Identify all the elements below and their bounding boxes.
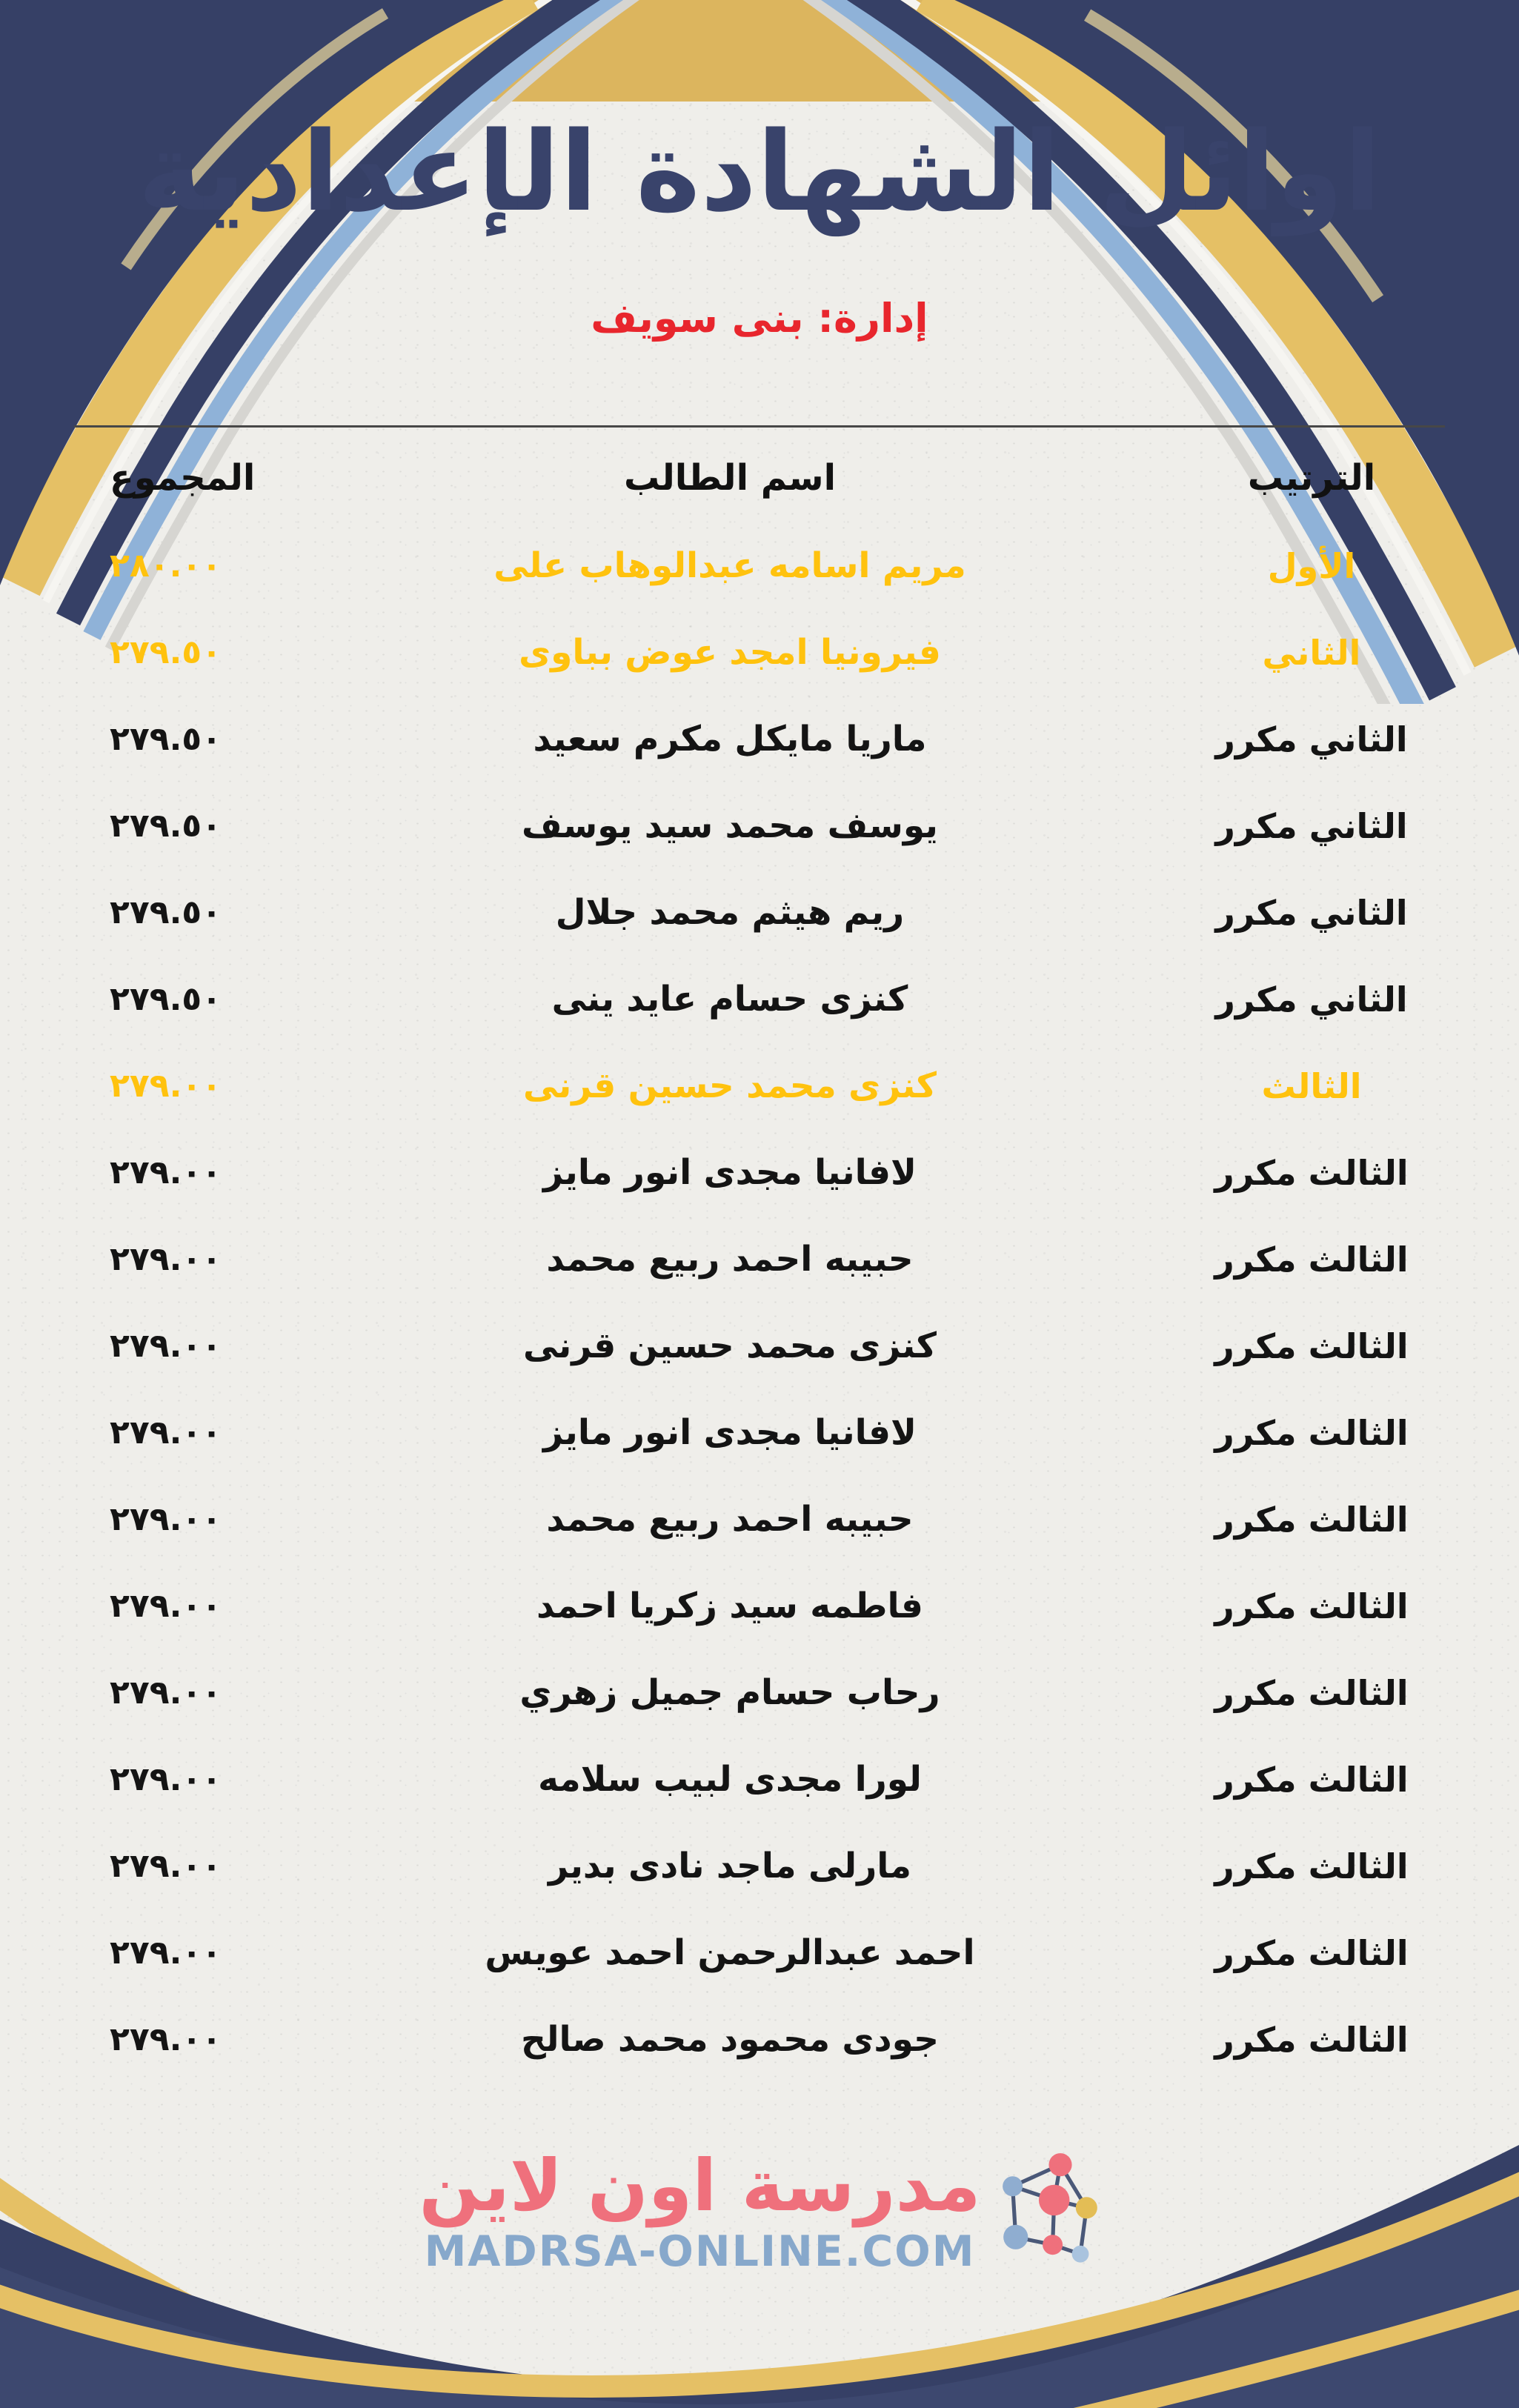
rank-cell: الثالث مكرر	[1214, 1586, 1409, 1626]
total-cell: ٢٧٩.٥٠	[110, 633, 222, 671]
total-cell: ٢٧٩.٠٠	[110, 1674, 222, 1712]
rank-cell: الثالث مكرر	[1214, 1499, 1409, 1540]
total-cell: ٢٧٩.٠٠	[110, 1414, 222, 1451]
rank-cell: الثالث مكرر	[1214, 1846, 1409, 1886]
brand-text-block	[419, 2144, 981, 2276]
total-cell: ٢٧٩.٥٠	[110, 894, 222, 931]
table-row	[0, 609, 1519, 696]
total-cell: ٢٧٩.٠٠	[110, 1327, 222, 1365]
student-name-cell: ماريا مايكل مكرم سعيد	[533, 719, 927, 759]
total-cell: ٢٧٩.٠٠	[110, 1154, 222, 1191]
student-name-cell: لافانيا مجدى انور مايز	[542, 1152, 917, 1193]
student-name-cell: كنزى حسام عايد ينى	[551, 979, 908, 1020]
table-row	[0, 1563, 1519, 1649]
table-row	[0, 1216, 1519, 1303]
brand-name-arabic: مدرسة اون لاين	[419, 2144, 981, 2227]
brand-domain: MADRSA-ONLINE.COM	[424, 2226, 976, 2276]
total-cell: ٢٧٩.٥٠	[110, 807, 222, 845]
student-name-cell: حبيبه احمد ربيع محمد	[546, 1499, 914, 1540]
rank-cell: الثالث مكرر	[1214, 1239, 1409, 1280]
student-name-cell: حبيبه احمد ربيع محمد	[546, 1239, 914, 1280]
rank-cell: الثاني مكرر	[1215, 719, 1408, 759]
total-cell: ٢٧٩.٠٠	[110, 1847, 222, 1885]
student-name-cell: ريم هيثم محمد جلال	[555, 892, 905, 933]
student-name-cell: كنزى محمد حسين قرنى	[523, 1065, 937, 1106]
student-name-cell: يوسف محمد سيد يوسف	[522, 805, 938, 846]
table-row	[0, 696, 1519, 782]
table-row	[0, 1649, 1519, 1736]
total-cell: ٢٧٩.٠٠	[110, 1760, 222, 1798]
total-cell: ٢٧٩.٠٠	[110, 1067, 222, 1105]
student-name-cell: مارلى ماجد نادى بدير	[548, 1846, 912, 1886]
table-row	[0, 1736, 1519, 1823]
total-cell: ٢٧٩.٠٠	[110, 1500, 222, 1538]
rank-cell: الأول	[1267, 545, 1356, 586]
page-subtitle: إدارة: بنى سويف	[591, 295, 928, 342]
results-table	[0, 433, 1519, 2083]
rank-cell: الثالث مكرر	[1214, 1152, 1409, 1193]
table-row	[0, 1129, 1519, 1216]
student-name-cell: فاطمه سيد زكريا احمد	[536, 1586, 923, 1626]
column-header-name: اسم الطالب	[623, 457, 837, 499]
student-name-cell: كنزى محمد حسين قرنى	[523, 1326, 937, 1366]
column-header-total: المجموع	[110, 457, 256, 499]
total-cell: ٢٧٩.٠٠	[110, 1934, 222, 1972]
student-name-cell: لافانيا مجدى انور مايز	[542, 1412, 917, 1453]
rank-cell: الثالث مكرر	[1214, 2019, 1409, 2060]
table-row	[0, 1909, 1519, 1996]
total-cell: ٢٧٩.٠٠	[110, 1587, 222, 1625]
divider-line	[74, 425, 1445, 428]
student-name-cell: لورا مجدى لبيب سلامه	[538, 1759, 922, 1800]
total-cell: ٢٧٩.٠٠	[110, 1240, 222, 1278]
rank-cell: الثاني	[1262, 632, 1361, 673]
network-graph-icon	[1000, 2149, 1100, 2273]
table-row	[0, 956, 1519, 1042]
rank-cell: الثالث مكرر	[1214, 1932, 1409, 1973]
table-row	[0, 1476, 1519, 1563]
table-row	[0, 1303, 1519, 1389]
table-row	[0, 1042, 1519, 1129]
student-name-cell: مريم اسامه عبدالوهاب على	[493, 545, 966, 586]
table-row	[0, 782, 1519, 869]
brand-footer	[0, 2144, 1519, 2276]
column-header-rank: الترتيب	[1247, 457, 1376, 499]
total-cell: ٢٧٩.٥٠	[110, 720, 222, 758]
table-row	[0, 1996, 1519, 2083]
rank-cell: الثالث مكرر	[1214, 1672, 1409, 1713]
rank-cell: الثالث	[1261, 1065, 1362, 1106]
rank-cell: الثالث مكرر	[1214, 1412, 1409, 1453]
rank-cell: الثاني مكرر	[1215, 892, 1408, 933]
rank-cell: الثالث مكرر	[1214, 1759, 1409, 1800]
student-name-cell: رحاب حسام جميل زهري	[519, 1672, 940, 1713]
rank-cell: الثاني مكرر	[1215, 979, 1408, 1020]
table-row	[0, 522, 1519, 609]
page-title: اوائل الشهادة الإعدادية	[137, 108, 1382, 236]
total-cell: ٢٧٩.٠٠	[110, 2020, 222, 2058]
table-body	[0, 522, 1519, 2083]
total-cell: ٢٧٩.٥٠	[110, 980, 222, 1018]
table-row	[0, 869, 1519, 956]
rank-cell: الثاني مكرر	[1215, 805, 1408, 846]
total-cell: ٢٨٠.٠٠	[110, 547, 222, 585]
table-row	[0, 1823, 1519, 1909]
student-name-cell: فيرونيا امجد عوض بباوى	[519, 632, 941, 673]
table-row	[0, 1389, 1519, 1476]
table-header-row	[0, 433, 1519, 522]
rank-cell: الثالث مكرر	[1214, 1326, 1409, 1366]
student-name-cell: جودى محمود محمد صالح	[521, 2019, 939, 2060]
student-name-cell: احمد عبدالرحمن احمد عويس	[485, 1932, 975, 1973]
